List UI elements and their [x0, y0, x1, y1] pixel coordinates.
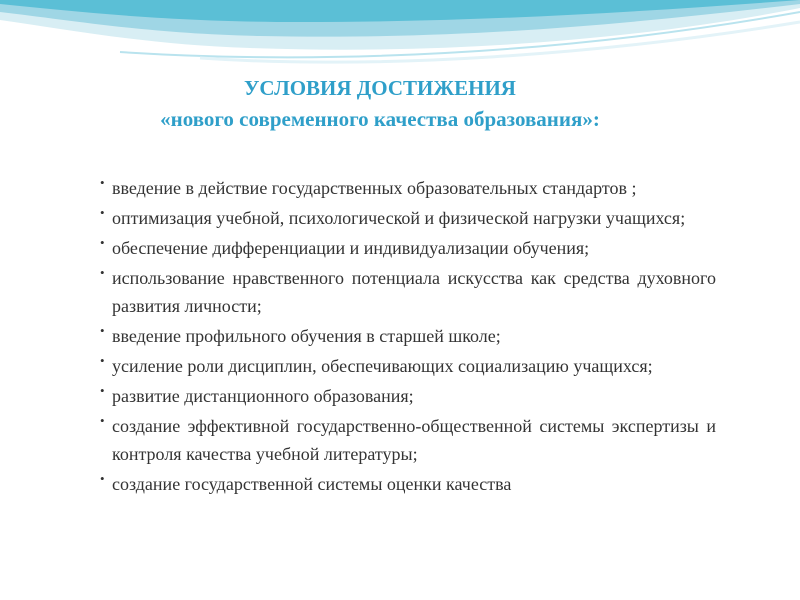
- list-item: • развитие дистанционного образования;: [104, 382, 716, 410]
- list-item: • создание государственной системы оценки качества: [104, 470, 716, 498]
- slide-title-line2: «нового современного качества образования»:: [160, 107, 600, 131]
- conditions-list: [104, 174, 716, 500]
- list-item: • усиление роли дисциплин, обеспечивающих социализацию учащихся;: [104, 352, 716, 380]
- slide-title-line1: УСЛОВИЯ ДОСТИЖЕНИЯ: [244, 76, 516, 100]
- list-item: • введение профильного обучения в старшей школе;: [104, 322, 716, 350]
- list-item: • использование нравственного потенциала искусства как средства духовного развития личности;: [104, 264, 716, 320]
- list-item: • обеспечение дифференциации и индивидуализации обучения;: [104, 234, 716, 262]
- list-item: • оптимизация учебной, психологической и физической нагрузки учащихся;: [104, 204, 716, 232]
- list-item: • введение в действие государственных образовательных стандартов ;: [104, 174, 716, 202]
- wave-header-decoration: [0, 0, 800, 80]
- list-item: • создание эффективной государственно-общественной системы экспертизы и контроля качества учебной литературы;: [104, 412, 716, 468]
